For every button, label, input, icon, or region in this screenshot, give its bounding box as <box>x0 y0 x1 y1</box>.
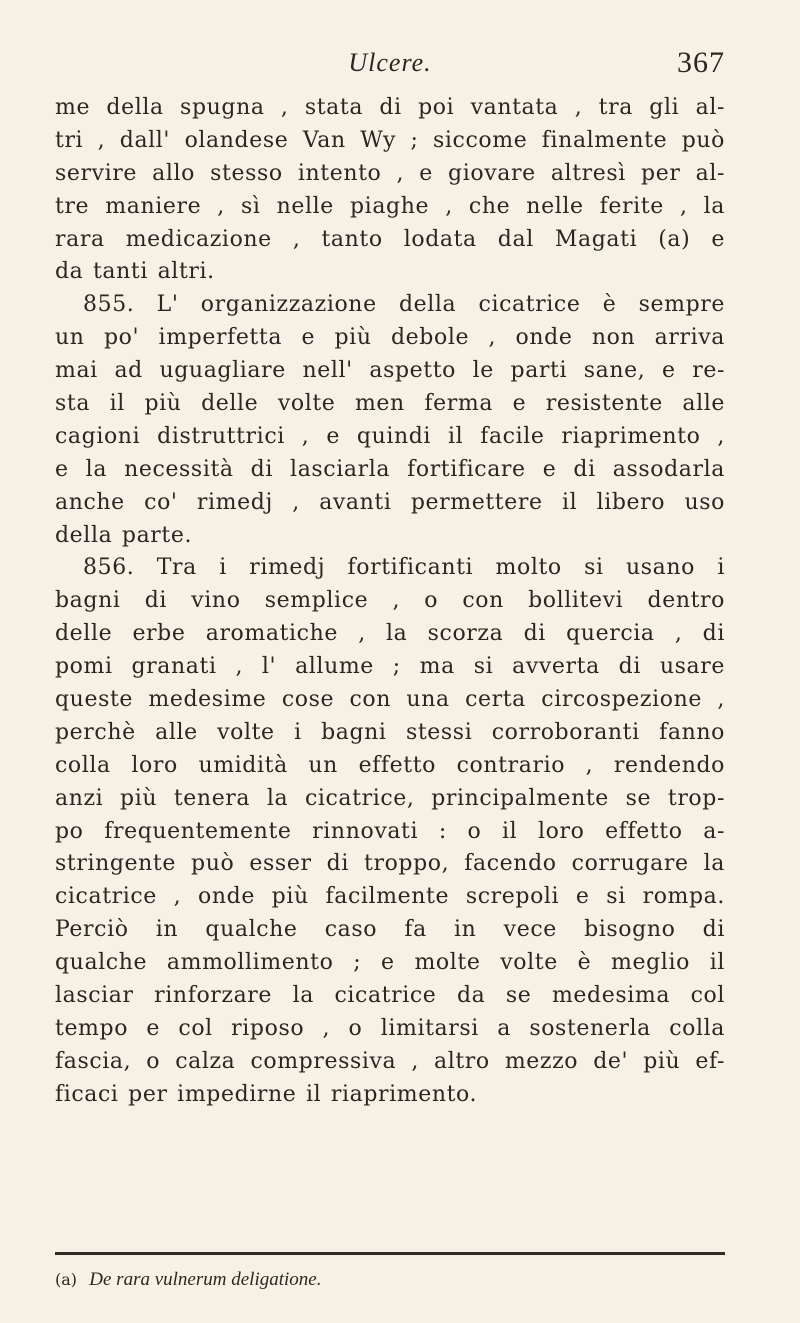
text-line: fascia, o calza compressiva , altro mezzo de' più ef- <box>55 1048 725 1074</box>
paragraph-856-start: 856. Tra i rimedj fortificanti molto si usano i <box>83 555 725 581</box>
text-line: qualche ammollimento ; e molte volte è meglio il <box>55 950 725 976</box>
text-line: tre maniere , sì nelle piaghe , che nelle ferite , la <box>55 193 725 219</box>
text-line: pomi granati , l' allume ; ma si avverta di usare <box>55 654 725 680</box>
text-line: stringente può esser di troppo, facendo corrugare la <box>55 851 725 877</box>
text-line: un po' imperfetta e più debole , onde non arriva <box>55 325 725 351</box>
footnote-text: De rara vulnerum deligatione. <box>89 1269 322 1290</box>
text-line: queste medesime cose con una certa circospezione , <box>55 687 725 713</box>
footnote-marker: (a) <box>55 1270 78 1289</box>
text-line: colla loro umidità un effetto contrario , rendendo <box>55 752 725 778</box>
footnote-rule <box>55 1252 725 1255</box>
text-line: lasciar rinforzare la cicatrice da se medesima col <box>55 983 725 1009</box>
text-line: perchè alle volte i bagni stessi corroboranti fanno <box>55 719 725 745</box>
text-line: me della spugna , stata di poi vantata , tra gli al- <box>55 95 725 120</box>
text-line: rara medicazione , tanto lodata dal Magati (a) e <box>55 226 725 252</box>
paragraph-855-start: 855. L' organizzazione della cicatrice è sempre <box>83 292 725 318</box>
text-line: delle erbe aromatiche , la scorza di quercia , di <box>55 621 725 647</box>
footnote <box>55 1268 321 1292</box>
running-title: Ulcere. <box>348 48 432 77</box>
text-line: Perciò in qualche caso fa in vece bisogno di <box>55 917 725 943</box>
text-line: cicatrice , onde più facilmente screpoli e si rompa. <box>55 884 725 910</box>
text-line: tri , dall' olandese Van Wy ; siccome finalmente può <box>55 127 725 153</box>
text-line: anzi più tenera la cicatrice, principalmente se trop- <box>55 785 725 811</box>
text-line: bagni di vino semplice , o con bollitevi dentro <box>55 588 725 614</box>
text-line: anche co' rimedj , avanti permettere il libero uso <box>55 489 725 515</box>
text-line: mai ad uguagliare nell' aspetto le parti sane, e re- <box>55 358 725 384</box>
text-line: cagioni distruttrici , e quindi il facile riaprimento , <box>55 423 725 449</box>
text-line: po frequentemente rinnovati : o il loro effetto a- <box>55 818 725 844</box>
text-line: da tanti altri. <box>55 259 215 285</box>
page-header <box>55 44 725 84</box>
body-text <box>55 92 725 1112</box>
page-number: 367 <box>677 46 725 79</box>
text-line: della parte. <box>55 522 193 548</box>
text-line: e la necessità di lasciarla fortificare e di assodarla <box>55 456 725 482</box>
text-line: sta il più delle volte men ferma e resistente alle <box>55 391 725 417</box>
text-line: servire allo stesso intento , e giovare altresì per al- <box>55 160 725 186</box>
text-line: tempo e col riposo , o limitarsi a sostenerla colla <box>55 1015 725 1041</box>
text-line: ficaci per impedirne il riaprimento. <box>55 1081 478 1107</box>
